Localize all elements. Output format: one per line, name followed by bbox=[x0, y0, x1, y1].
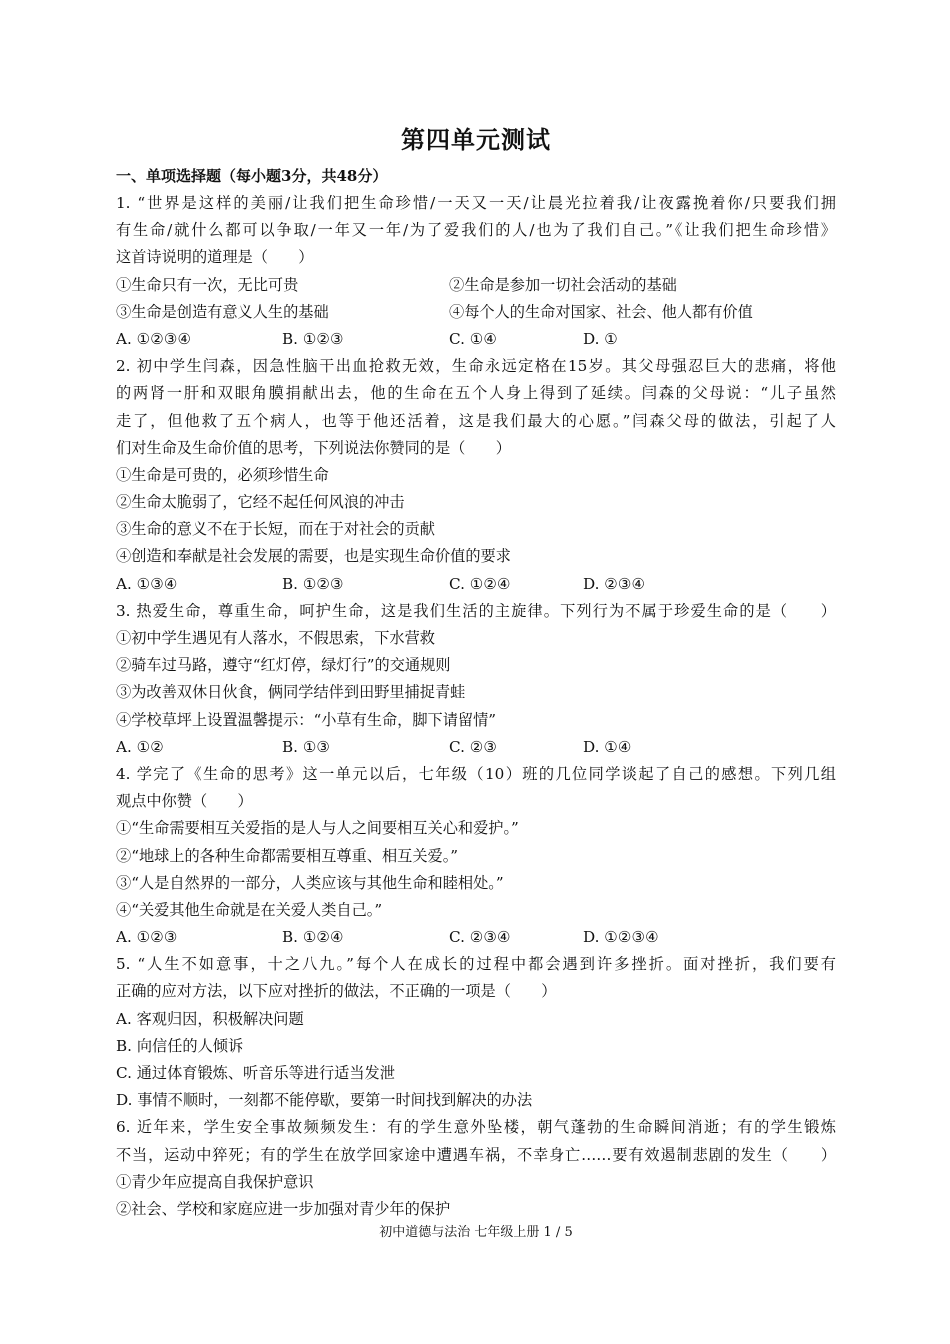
option-a: A. ①② bbox=[116, 737, 164, 756]
answer-options bbox=[116, 326, 836, 353]
answer-options bbox=[116, 571, 836, 598]
question-stem-line: 6. 近年来，学生安全事故频频发生：有的学生意外坠楼，朝气蓬勃的生命瞬间消逝；有的学生锻炼 bbox=[116, 1118, 836, 1137]
question-stem-line: 观点中你赞（ ） bbox=[116, 792, 253, 811]
statement: ④创造和奉献是社会发展的需要，也是实现生命价值的要求 bbox=[116, 547, 511, 566]
option-b: B. ①②③ bbox=[282, 329, 344, 348]
statement: ②骑车过马路，遵守“红灯停，绿灯行”的交通规则 bbox=[116, 656, 451, 675]
option-a: A. ①②③ bbox=[116, 928, 178, 947]
statement: ②社会、学校和家庭应进一步加强对青少年的保护 bbox=[116, 1199, 451, 1218]
option-c: C. ①②④ bbox=[449, 574, 511, 593]
statement: ①青少年应提高自我保护意识 bbox=[116, 1172, 314, 1191]
question-list bbox=[116, 190, 836, 1223]
option-a: A. 客观归因，积极解决问题 bbox=[116, 1009, 304, 1028]
option-a: A. ①③④ bbox=[116, 574, 178, 593]
statement: ①生命是可贵的，必须珍惜生命 bbox=[116, 465, 329, 484]
statement: ②生命太脆弱了，它经不起任何风浪的冲击 bbox=[116, 493, 405, 512]
question-stem-line: 3. 热爱生命，尊重生命，呵护生命，这是我们生活的主旋律。下列行为不属于珍爱生命的是（ ） bbox=[116, 601, 836, 620]
statement: ③生命的意义不在于长短，而在于对社会的贡献 bbox=[116, 520, 435, 539]
option-d: D. ① bbox=[583, 329, 618, 348]
statement: ③“人是自然界的一部分，人类应该与其他生命和睦相处。” bbox=[116, 873, 504, 892]
page-footer: 初中道德与法治 七年级上册 1 / 5 bbox=[379, 1225, 573, 1240]
statement: ①初中学生遇见有人落水，不假思索，下水营救 bbox=[116, 629, 435, 647]
question-2 bbox=[116, 353, 836, 598]
option-b: B. ①②③ bbox=[282, 574, 344, 593]
question-stem-line: 4. 学完了《生命的思考》这一单元以后，七年级（10）班的几位同学谈起了自己的感想。下列几组 bbox=[116, 764, 836, 783]
statement-row bbox=[116, 299, 836, 326]
question-4 bbox=[116, 761, 836, 951]
question-stem-line: 2. 初中学生闫森，因急性脑干出血抢救无效，生命永远定格在15岁。其父母强忍巨大的悲痛，将他 bbox=[116, 357, 836, 376]
answer-options bbox=[116, 924, 836, 951]
option-c: C. ①④ bbox=[449, 329, 497, 348]
option-c: C. ②③④ bbox=[449, 928, 511, 947]
section-heading: 一、单项选择题（每小题3分，共48分） bbox=[116, 167, 388, 185]
option-d: D. ①②③④ bbox=[583, 928, 659, 947]
statement: ③为改善双休日伙食，俩同学结伴到田野里捕捉青蛙 bbox=[116, 683, 466, 702]
question-stem-line: 走了，但他救了五个病人，也等于他还活着，这是我们最大的心愿。”闫森父母的做法，引起了人 bbox=[116, 411, 836, 430]
question-stem-line: 1. “世界是这样的美丽/让我们把生命珍惜/一天又一天/让晨光拉着我/让夜露挽着你/只要我们拥 bbox=[116, 194, 836, 212]
page-title: 第四单元测试 bbox=[401, 125, 551, 154]
option-b: B. ①③ bbox=[282, 737, 331, 756]
question-5 bbox=[116, 951, 836, 1114]
question-3 bbox=[116, 598, 836, 761]
question-stem-line: 有生命/就什么都可以争取/一年又一年/为了爱我们的人/也为了我们自己。”《让我们把生命珍惜》 bbox=[116, 221, 836, 240]
option-d: D. 事情不顺时，一刻都不能停歇，要第一时间找到解决的办法 bbox=[116, 1091, 533, 1110]
question-stem-line: 正确的应对方法，以下应对挫折的做法，不正确的一项是（ ） bbox=[116, 982, 557, 1001]
statement: ④学校草坪上设置温馨提示：“小草有生命，脚下请留情” bbox=[116, 710, 497, 729]
question-stem-line: 的两肾一肝和双眼角膜捐献出去，他的生命在五个人身上得到了延续。闫森的父母说：“儿子虽然 bbox=[116, 384, 836, 403]
option-c: C. ②③ bbox=[449, 737, 497, 756]
question-1 bbox=[116, 190, 836, 353]
option-b: B. 向信任的人倾诉 bbox=[116, 1036, 244, 1055]
question-stem-line: 5. “人生不如意事，十之八九。”每个人在成长的过程中都会遇到许多挫折。面对挫折，我们要有 bbox=[116, 955, 836, 974]
option-c: C. 通过体育锻炼、听音乐等进行适当发泄 bbox=[116, 1064, 395, 1082]
question-6 bbox=[116, 1114, 836, 1223]
statement: ③生命是创造有意义人生的基础 bbox=[116, 302, 329, 321]
answer-options bbox=[116, 734, 836, 761]
statement: ②生命是参加一切社会活动的基础 bbox=[449, 275, 677, 294]
option-a: A. ①②③④ bbox=[116, 329, 192, 348]
question-stem-line: 们对生命及生命价值的思考，下列说法你赞同的是（ ） bbox=[116, 438, 511, 457]
option-d: D. ②③④ bbox=[583, 574, 646, 593]
statement: ①生命只有一次，无比可贵 bbox=[116, 275, 299, 294]
statement: ④每个人的生命对国家、社会、他人都有价值 bbox=[449, 302, 753, 321]
option-d: D. ①④ bbox=[583, 737, 632, 756]
statement-row bbox=[116, 272, 836, 299]
option-b: B. ①②④ bbox=[282, 928, 344, 947]
statement: ②“地球上的各种生命都需要相互尊重、相互关爱。” bbox=[116, 846, 459, 865]
statement: ①“生命需要相互关爱指的是人与人之间要相互关心和爱护。” bbox=[116, 819, 519, 838]
question-stem-line: 这首诗说明的道理是（ ） bbox=[116, 248, 314, 267]
question-stem-line: 不当，运动中猝死；有的学生在放学回家途中遭遇车祸，不幸身亡……要有效遏制悲剧的发生（ ） bbox=[116, 1145, 836, 1164]
statement: ④“关爱其他生命就是在关爱人类自己。” bbox=[116, 900, 383, 919]
